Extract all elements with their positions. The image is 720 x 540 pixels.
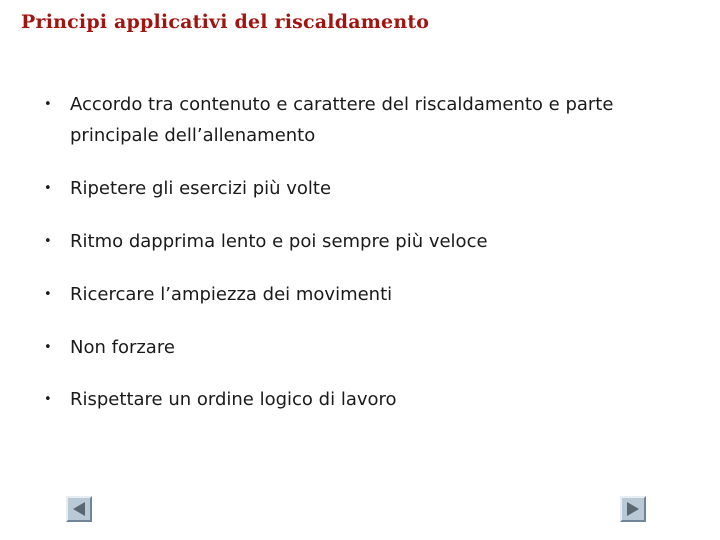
bullet-text: Accordo tra contenuto e carattere del riscaldamento e parte principale dell’allenamento [70, 94, 614, 146]
next-slide-button[interactable] [620, 496, 646, 522]
bullet-text: Non forzare [70, 337, 175, 358]
previous-slide-button[interactable] [66, 496, 92, 522]
bullet-item [44, 89, 694, 151]
bullet-text: Ritmo dapprima lento e poi sempre più veloce [70, 231, 488, 252]
slide-title: Principi applicativi del riscaldamento [21, 11, 430, 33]
triangle-left-icon [70, 500, 88, 518]
bullet-item [44, 279, 694, 310]
bullet-item [44, 173, 694, 204]
bullet-dot: • [44, 392, 52, 407]
bullet-dot: • [44, 234, 52, 249]
bullet-dot: • [44, 287, 52, 302]
bullet-text: Ricercare l’ampiezza dei movimenti [70, 284, 393, 305]
bullet-dot: • [44, 97, 52, 112]
triangle-right-icon [624, 500, 642, 518]
bullet-dot: • [44, 181, 52, 196]
bullet-item [44, 332, 694, 363]
bullet-item [44, 226, 694, 257]
bullet-item [44, 384, 694, 415]
bullet-text: Rispettare un ordine logico di lavoro [70, 389, 397, 410]
bullet-text: Ripetere gli esercizi più volte [70, 178, 332, 199]
bullet-dot: • [44, 340, 52, 355]
